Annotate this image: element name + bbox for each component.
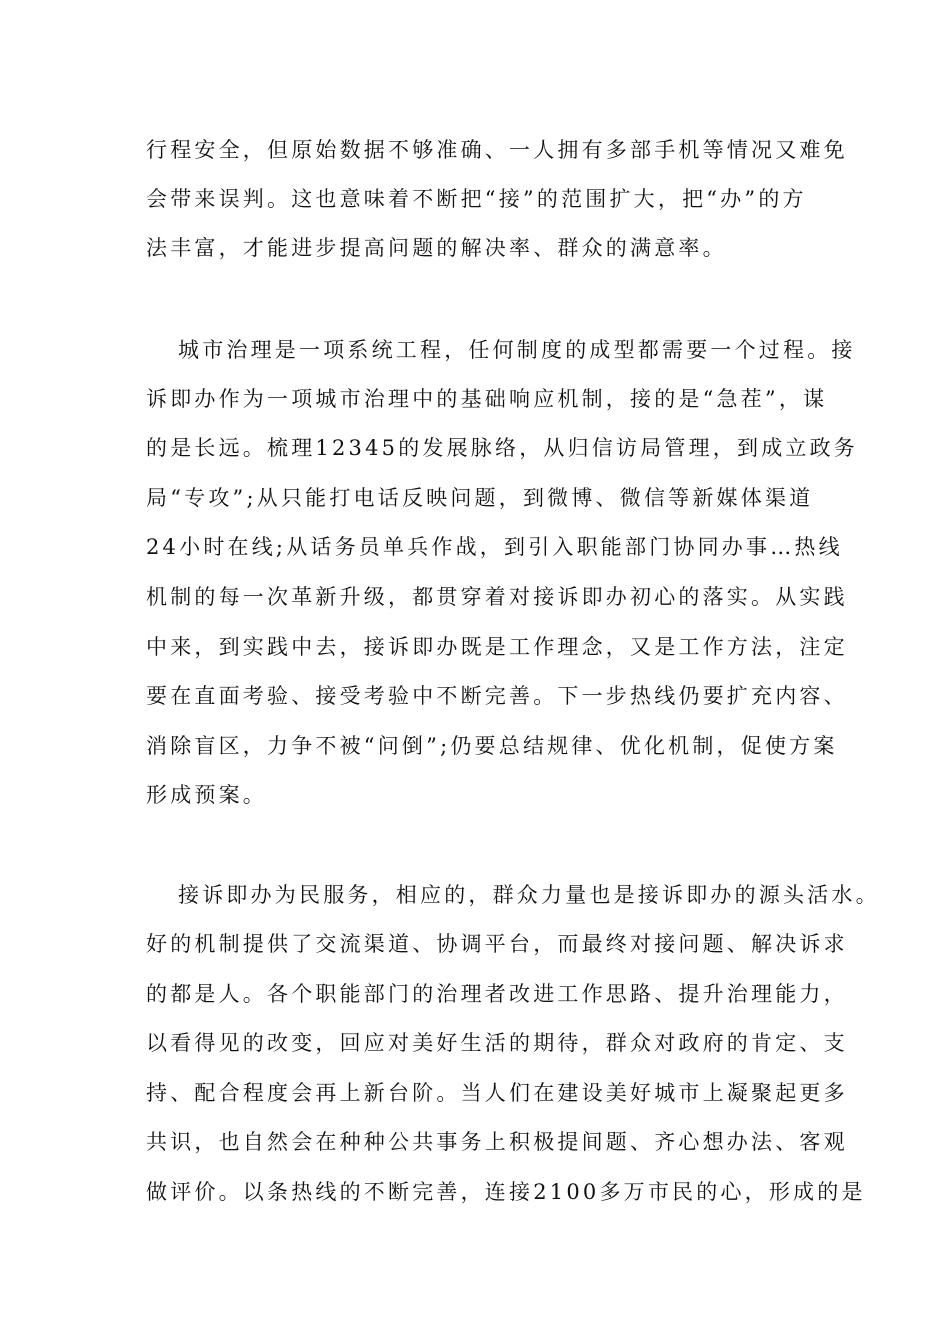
paragraph-2-line-2: 诉即办作为一项城市治理中的基础响应机制，接的是“急茬”，谋 (146, 387, 828, 411)
paragraph-3-line-6: 共识，也自然会在种种公共事务上积极提间题、齐心想办法、客观 (146, 1130, 848, 1154)
paragraph-3-line-3: 的都是人。各个职能部门的治理者改进工作思路、提升治理能力， (146, 982, 848, 1006)
paragraph-3-line-7: 做评价。以条热线的不断完善，连接2100多万市民的心，形成的是 (146, 1180, 866, 1204)
paragraph-2-line-6: 机制的每一次革新升级，都贯穿着对接诉即办初心的落实。从实践 (146, 585, 848, 609)
paragraph-1-line-1: 行程安全，但原始数据不够准确、一人拥有多部手机等情况又难免 (146, 138, 848, 162)
paragraph-3-line-5: 持、配合程度会再上新台阶。当人们在建设美好城市上凝聚起更多 (146, 1081, 848, 1105)
paragraph-2-line-3: 的是长远。梳理12345的发展脉络，从归信访局管理，到成立政务 (146, 436, 859, 460)
paragraph-2-line-10: 形成预案。 (146, 783, 267, 807)
paragraph-1-line-3: 法丰富，才能进步提高问题的解决率、群众的满意率。 (146, 236, 727, 260)
paragraph-3-line-1: 接诉即办为民服务，相应的，群众力量也是接诉即办的源头活水。 (178, 883, 880, 907)
paragraph-2-line-4: 局“专攻”;从只能打电话反映问题，到微博、微信等新媒体渠道 (146, 486, 814, 510)
paragraph-3-line-4: 以看得见的改变，回应对美好生活的期待，群众对政府的肯定、支 (146, 1031, 848, 1055)
paragraph-3-line-2: 好的机制提供了交流渠道、协调平台，而最终对接问题、解决诉求 (146, 932, 848, 956)
paragraph-2-line-5: 24小时在线;从话务员单兵作战，到引入职能部门协同办事…热线 (146, 535, 843, 559)
paragraph-2-line-8: 要在直面考验、接受考验中不断完善。下一步热线仍要扩充内容、 (146, 684, 848, 708)
paragraph-1-line-2: 会带来误判。这也意味着不断把“接”的范围扩大，把“办”的方 (146, 187, 807, 211)
paragraph-2-line-9: 消除盲区，力争不被“问倒”;仍要总结规律、优化机制，促使方案 (146, 734, 838, 758)
paragraph-2-line-1: 城市治理是一项系统工程，任何制度的成型都需要一个过程。接 (178, 338, 856, 362)
paragraph-2-line-7: 中来，到实践中去，接诉即办既是工作理念，又是工作方法，注定 (146, 635, 848, 659)
